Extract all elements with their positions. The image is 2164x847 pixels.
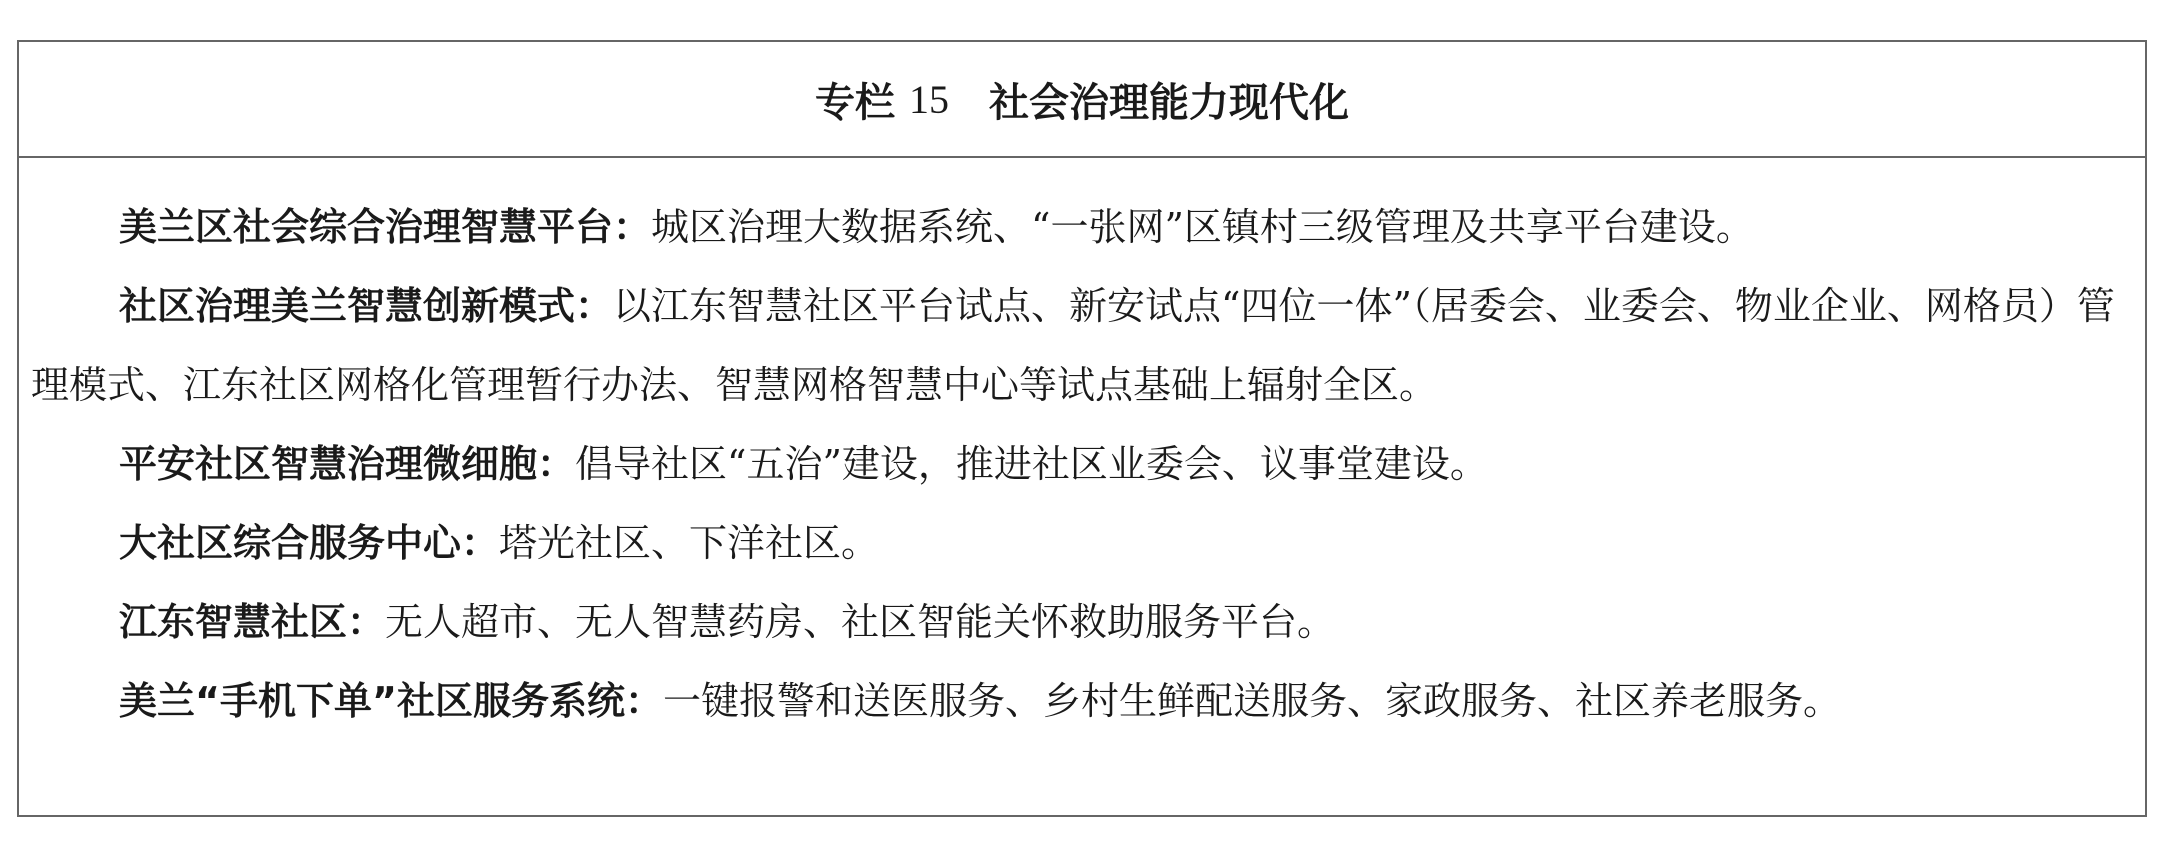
item-text: 以江东智慧社区平台试点、新安试点“四位一体”（居委会、业委会、物业企业、网格员）管理模式、江东社区网格化管理暂行办法、智慧网格智慧中心等试点基础上辐射全区。 [31, 284, 2115, 407]
item-label: 大社区综合服务中心： [119, 521, 500, 565]
column-header [19, 42, 2145, 158]
item-text: 一键报警和送医服务、乡村生鲜配送服务、家政服务、社区养老服务。 [662, 679, 1841, 723]
item-text: 塔光社区、下洋社区。 [499, 521, 880, 565]
column-number: 15 [909, 76, 949, 122]
item-label: 社区治理美兰智慧创新模式： [119, 284, 614, 328]
column-title: 社会治理能力现代化 [989, 79, 1349, 126]
item-text: 城区治理大数据系统、“一张网”区镇村三级管理及共享平台建设。 [651, 205, 1754, 249]
item-service-center [31, 504, 2133, 583]
item-smart-community [31, 583, 2133, 662]
column-box [17, 40, 2147, 817]
column-prefix: 专栏 [815, 79, 895, 126]
item-mobile-order [31, 662, 2133, 741]
item-label: 美兰区社会综合治理智慧平台： [119, 205, 652, 249]
item-innovation-model [31, 267, 2133, 425]
item-label: 平安社区智慧治理微细胞： [119, 442, 576, 486]
column-content [19, 158, 2145, 741]
item-label: 美兰“手机下单”社区服务系统： [119, 679, 663, 723]
item-safe-community [31, 425, 2133, 504]
item-text: 倡导社区“五治”建设，推进社区业委会、议事堂建设。 [575, 442, 1488, 486]
item-smart-platform [31, 188, 2133, 267]
item-text: 无人超市、无人智慧药房、社区智能关怀救助服务平台。 [385, 600, 1336, 644]
item-label: 江东智慧社区： [119, 600, 386, 644]
